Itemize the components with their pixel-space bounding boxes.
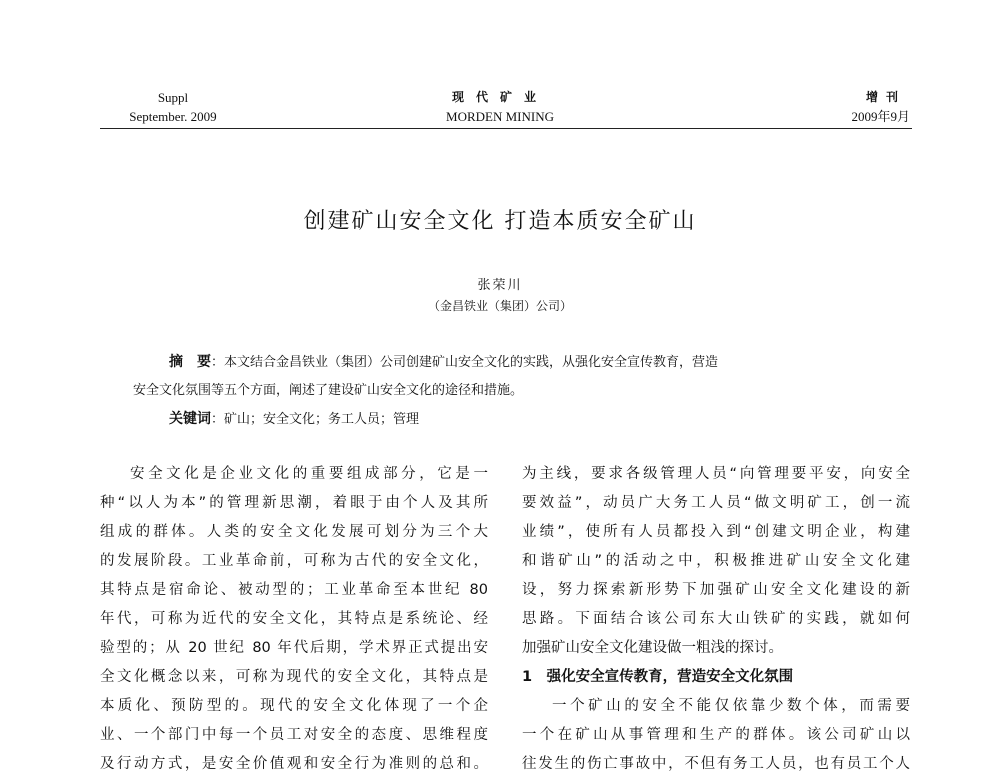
running-header-left xyxy=(103,88,243,126)
body-line: 及行动方式，是安全价值观和安全行为准则的总和。 xyxy=(100,756,488,772)
abstract-block xyxy=(133,348,893,434)
journal-issue-label: Suppl xyxy=(157,90,189,105)
body-column-left xyxy=(100,460,488,779)
abstract-line-1 xyxy=(133,348,893,377)
running-header-center xyxy=(420,88,580,126)
abstract-label: 摘 要 xyxy=(169,354,211,370)
journal-name-cn: 现代矿业 xyxy=(451,90,548,104)
body-line: 一个在矿山从事管理和生产的群体。该公司矿山以 xyxy=(522,727,910,743)
body-line: 业、一个部门中每一个员工对安全的态度、思维程度 xyxy=(100,727,488,743)
article-author: 张荣川 xyxy=(477,278,523,293)
header-rule xyxy=(100,128,912,129)
body-line: 要效益”，动员广大务工人员“做文明矿工，创一流 xyxy=(522,495,910,511)
body-line: 加强矿山安全文化建设做一粗浅的探讨。 xyxy=(522,640,783,656)
journal-issue-cn: 增刊 xyxy=(865,90,906,104)
body-line: 组成的群体。人类的安全文化发展可划分为三个大 xyxy=(100,524,488,540)
keywords-label: 关键词 xyxy=(169,411,211,427)
body-line: 设，努力探索新形势下加强矿山安全文化建设的新 xyxy=(522,582,910,598)
body-line: 一个矿山的安全不能仅依靠少数个体，而需要 xyxy=(552,698,910,714)
body-line: 安全文化是企业文化的重要组成部分，它是一 xyxy=(130,466,488,482)
author-affiliation: （金昌铁业（集团）公司） xyxy=(427,299,572,313)
keywords-text: ：矿山；安全文化；务工人员；管理 xyxy=(211,412,420,427)
body-line: 其特点是宿命论、被动型的；工业革命至本世纪 80 xyxy=(100,582,488,598)
journal-date-cn: 2009年9月 xyxy=(851,109,910,124)
body-line: 的发展阶段。工业革命前，可称为古代的安全文化， xyxy=(100,553,488,569)
body-column-right xyxy=(522,460,910,779)
body-line: 种“以人为本”的管理新思潮，着眼于由个人及其所 xyxy=(100,495,488,511)
body-line: 为主线，要求各级管理人员“向管理要平安，向安全 xyxy=(522,466,910,482)
keywords-line xyxy=(133,405,893,434)
abstract-text-1: ：本文结合金昌铁业（集团）公司创建矿山安全文化的实践，从强化安全宣传教育，营造 xyxy=(211,355,719,370)
section-heading-1: 1 强化安全宣传教育，营造安全文化氛围 xyxy=(522,669,794,685)
abstract-line-2: 安全文化氛围等五个方面，阐述了建设矿山安全文化的途径和措施。 xyxy=(133,383,524,398)
body-line: 往发生的伤亡事故中，不但有务工人员，也有员工个人 xyxy=(522,756,910,772)
article-title: 创建矿山安全文化 打造本质安全矿山 xyxy=(303,209,697,234)
body-line: 验型的；从 20 世纪 80 年代后期，学术界正式提出安 xyxy=(100,640,488,656)
body-line: 全文化概念以来，可称为现代的安全文化，其特点是 xyxy=(100,669,488,685)
body-line: 本质化、预防型的。现代的安全文化体现了一个企 xyxy=(100,698,488,714)
body-line: 年代，可称为近代的安全文化，其特点是系统论、经 xyxy=(100,611,488,627)
body-line: 业绩”，使所有人员都投入到“创建文明企业，构建 xyxy=(522,524,910,540)
journal-date-en: September. 2009 xyxy=(129,109,217,124)
journal-name-en: MORDEN MINING xyxy=(446,109,554,124)
body-line: 和谐矿山”的活动之中，积极推进矿山安全文化建 xyxy=(522,553,910,569)
body-line: 思路。下面结合该公司东大山铁矿的实践，就如何 xyxy=(522,611,910,627)
running-header-right xyxy=(800,88,910,126)
